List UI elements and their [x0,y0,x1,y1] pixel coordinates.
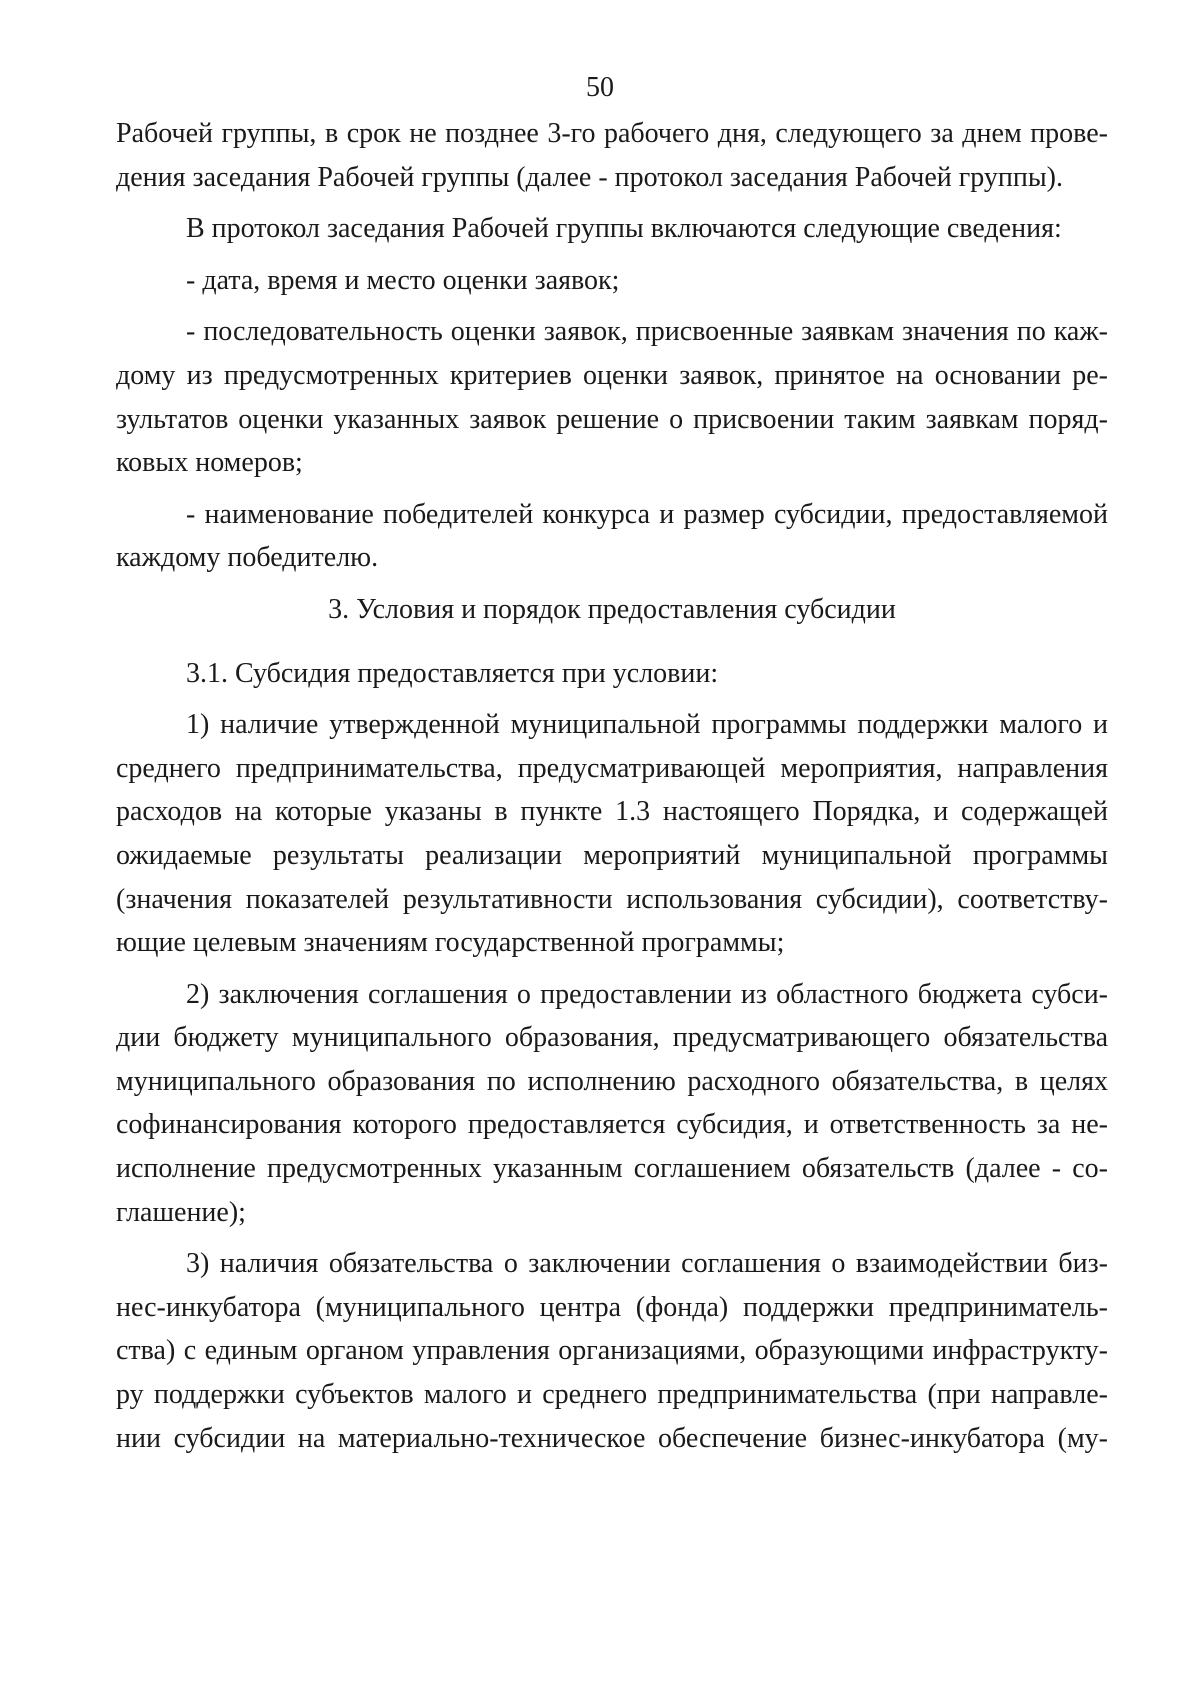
text-line: зультатов оценки указанных заявок решение о присвоении таким заявкам поряд- [116,403,1108,435]
text-line: дому из предусмотренных критериев оценки заявок, принятое на основании ре- [116,359,1108,391]
text-line: каждому победителю. [116,542,379,574]
text-line: - наименование победителей конкурса и размер субсидии, предоставляемой [186,498,1108,530]
text-line: глашение); [116,1196,246,1228]
text-line: 2) заключения соглашения о предоставлении из областного бюджета субси- [186,978,1108,1010]
text-line: 3) наличия обязательства о заключении соглашения о взаимодействии биз- [186,1248,1108,1280]
page-number: 50 [586,72,614,103]
text-line: ющие целевым значениям государственной программы; [116,927,785,959]
text-line: - последовательность оценки заявок, присвоенные заявкам значения по каж- [186,316,1108,348]
text-line: ковых номеров; [116,447,303,479]
text-line: ожидаемые результаты реализации мероприятий муниципальной программы [116,839,1108,871]
text-line: нес-инкубатора (муниципального центра (фонда) поддержки предприниматель- [116,1291,1108,1323]
section-heading: 3. Условия и порядок предоставления субсидии [328,593,896,625]
text-line: ства) с единым органом управления организациями, образующими инфраструкту- [116,1335,1108,1367]
text-line: 3.1. Субсидия предоставляется при условии: [186,657,719,689]
text-line: ру поддержки субъектов малого и среднего предпринимательства (при направле- [116,1379,1108,1411]
text-line: нии субсидии на материально-техническое обеспечение бизнес-инкубатора (му- [116,1422,1108,1454]
text-line: В протокол заседания Рабочей группы включаются следующие сведения: [186,213,1062,245]
text-line: среднего предпринимательства, предусматривающей мероприятия, направления [116,752,1108,784]
text-line: - дата, время и место оценки заявок; [186,264,620,296]
text-line: муниципального образования по исполнению расходного обязательства, в целях [116,1065,1108,1097]
text-line: Рабочей группы, в срок не позднее 3-го рабочего дня, следующего за днем прове- [116,118,1108,149]
text-line: дения заседания Рабочей группы (далее - протокол заседания Рабочей группы). [116,161,1064,193]
text-line: софинансирования которого предоставляется субсидия, и ответственность за не- [116,1109,1108,1141]
text-line: расходов на которые указаны в пункте 1.3 настоящего Порядка, и содержащей [116,796,1108,828]
text-line: (значения показателей результативности использования субсидии), соответству- [116,883,1108,915]
text-line: дии бюджету муниципального образования, предусматривающего обязательства [116,1022,1108,1054]
text-line: 1) наличие утвержденной муниципальной программы поддержки малого и [186,709,1108,741]
text-line: исполнение предусмотренных указанным соглашением обязательств (далее - со- [116,1153,1108,1185]
document-body [116,112,1108,1460]
